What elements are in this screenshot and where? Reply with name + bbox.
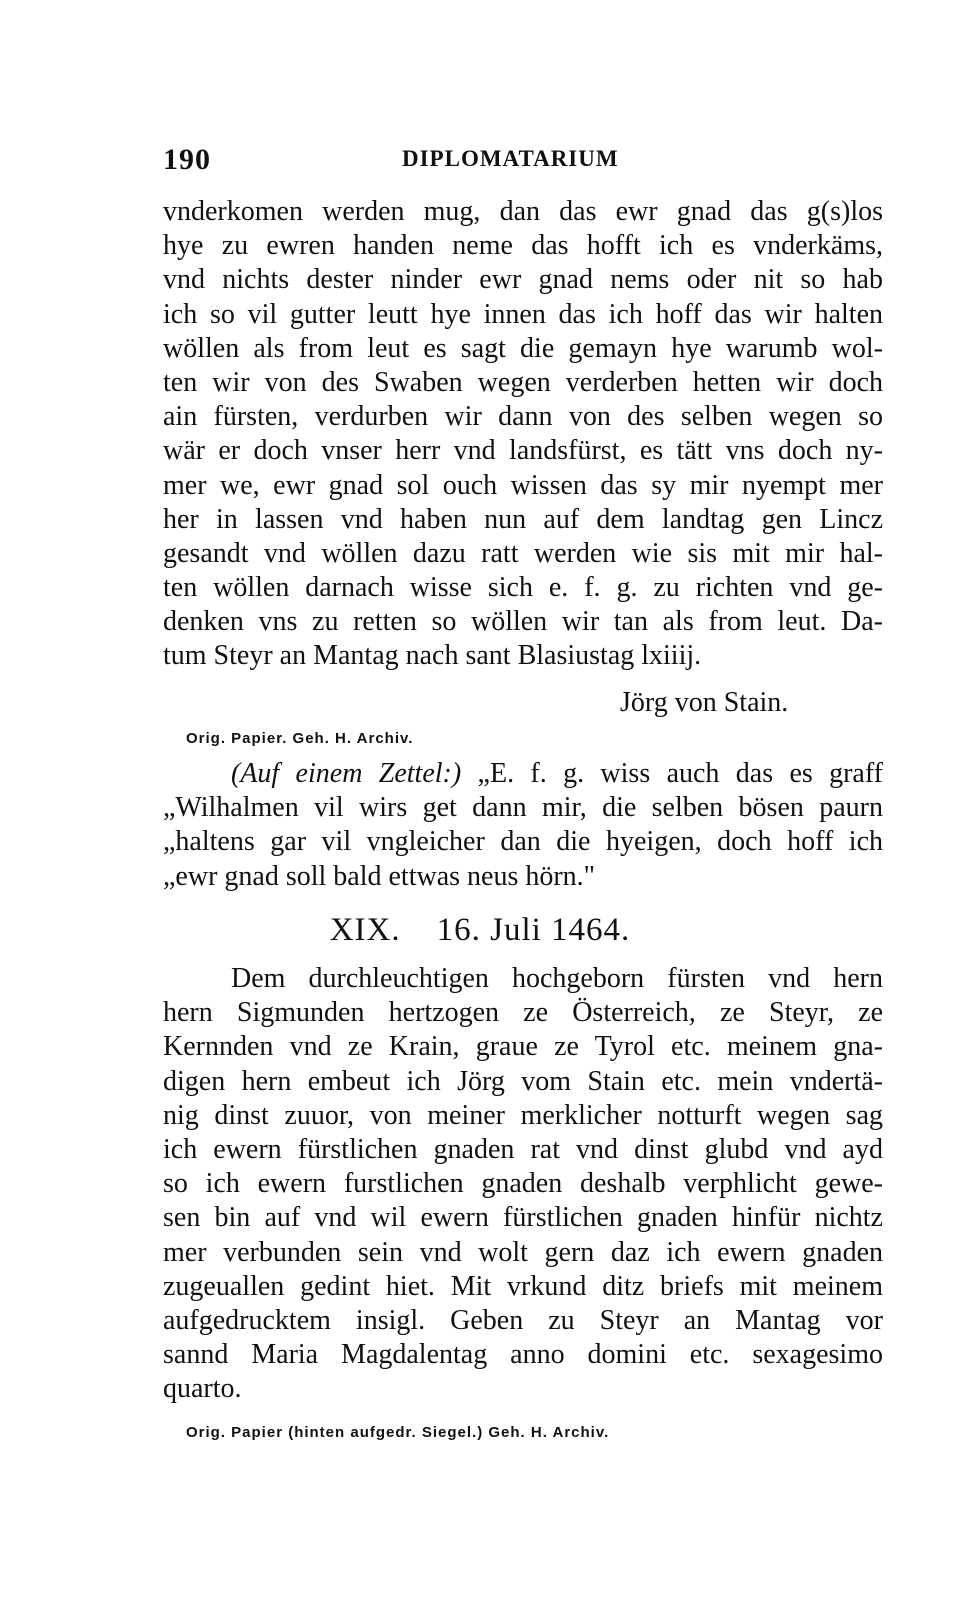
page-number: 190 xyxy=(163,143,211,176)
source-note: Orig. Papier. Geh. H. Archiv. xyxy=(186,730,414,747)
text-line: Kernnden vnd ze Krain, graue ze Tyrol etc. meinem gna- xyxy=(163,1031,883,1063)
text-line: ich ewern fürstlichen gnaden rat vnd dinst glubd vnd ayd xyxy=(163,1133,883,1165)
text-line: „Wilhalmen vil wirs get dann mir, die selben bösen paurn xyxy=(163,792,883,824)
text-line: wöllen als from leut es sagt die gemayn hye warumb wol- xyxy=(163,332,883,364)
signature: Jörg von Stain. xyxy=(620,687,789,718)
text-line: tum Steyr an Mantag nach sant Blasiustag lxiiij. xyxy=(163,640,702,672)
document-heading xyxy=(0,910,960,950)
zettel-label: (Auf einem Zettel:) xyxy=(231,758,462,789)
text-line: zugeuallen gedint hiet. Mit vrkund ditz briefs mit meinem xyxy=(163,1270,883,1302)
document-date: 16. Juli 1464. xyxy=(436,912,631,948)
text-line: ten wöllen darnach wisse sich e. f. g. zu richten vnd ge- xyxy=(163,572,883,604)
zettel-first-line xyxy=(163,757,883,791)
document-body xyxy=(163,962,883,1406)
text-line: hern Sigmunden hertzogen ze Österreich, ze Steyr, ze xyxy=(163,997,883,1029)
text-line: nig dinst zuuor, von meiner merklicher notturft wegen sag xyxy=(163,1099,883,1131)
text-line: aufgedrucktem insigl. Geben zu Steyr an Mantag vor xyxy=(163,1304,883,1336)
text-line: ten wir von des Swaben wegen verderben hetten wir doch xyxy=(163,366,883,398)
text-line: sen bin auf vnd wil ewern fürstlichen gnaden hinfür nichtz xyxy=(163,1202,883,1234)
text-line xyxy=(163,962,883,996)
text-line: sannd Maria Magdalentag anno domini etc. sexagesimo xyxy=(163,1339,883,1371)
text-line: vnd nichts dester ninder ewr gnad nems oder nit so hab xyxy=(163,264,883,296)
text-line: vnderkomen werden mug, dan das ewr gnad das g(s)los xyxy=(163,196,883,227)
source-note: Orig. Papier (hinten aufgedr. Siegel.) Geh. H. Archiv. xyxy=(186,1424,610,1441)
zettel-text: „E. f. g. wiss auch das es graff xyxy=(477,758,884,789)
letter-body xyxy=(163,195,883,674)
text-line: so ich ewern furstlichen gnaden deshalb verphlicht gewe- xyxy=(163,1168,883,1200)
document-number: XIX. xyxy=(329,912,401,948)
text-line: mer verbunden sein vnd wolt gern daz ich ewern gnaden xyxy=(163,1236,883,1268)
text-line: ich so vil gutter leutt hye innen das ich hoff das wir halten xyxy=(163,298,883,330)
text-line: hye zu ewren handen neme das hofft ich es vnderkäms, xyxy=(163,230,883,262)
running-title: DIPLOMATARIUM xyxy=(402,146,619,171)
text-line: her in lassen vnd haben nun auf dem landtag gen Lincz xyxy=(163,503,883,535)
text-line-content: Dem durchleuchtigen hochgeborn fürsten vnd hern xyxy=(231,963,883,994)
text-line: wär er doch vnser herr vnd landsfürst, es tätt vns doch ny- xyxy=(163,435,883,467)
text-line: denken vns zu retten so wöllen wir tan als from leut. Da- xyxy=(163,606,883,638)
text-line: „haltens gar vil vngleicher dan die hyeigen, doch hoff ich xyxy=(163,826,883,858)
zettel-note xyxy=(163,757,883,894)
text-line: „ewr gnad soll bald ettwas neus hörn." xyxy=(163,860,596,892)
page-header xyxy=(163,143,883,179)
text-line: quarto. xyxy=(163,1373,242,1405)
text-line: digen hern embeut ich Jörg vom Stain etc. mein vndertä- xyxy=(163,1065,883,1097)
text-line: mer we, ewr gnad sol ouch wissen das sy mir nyempt mer xyxy=(163,469,883,501)
text-line: gesandt vnd wöllen dazu ratt werden wie sis mit mir hal- xyxy=(163,537,883,569)
text-line: ain fürsten, verdurben wir dann von des selben wegen so xyxy=(163,401,883,433)
